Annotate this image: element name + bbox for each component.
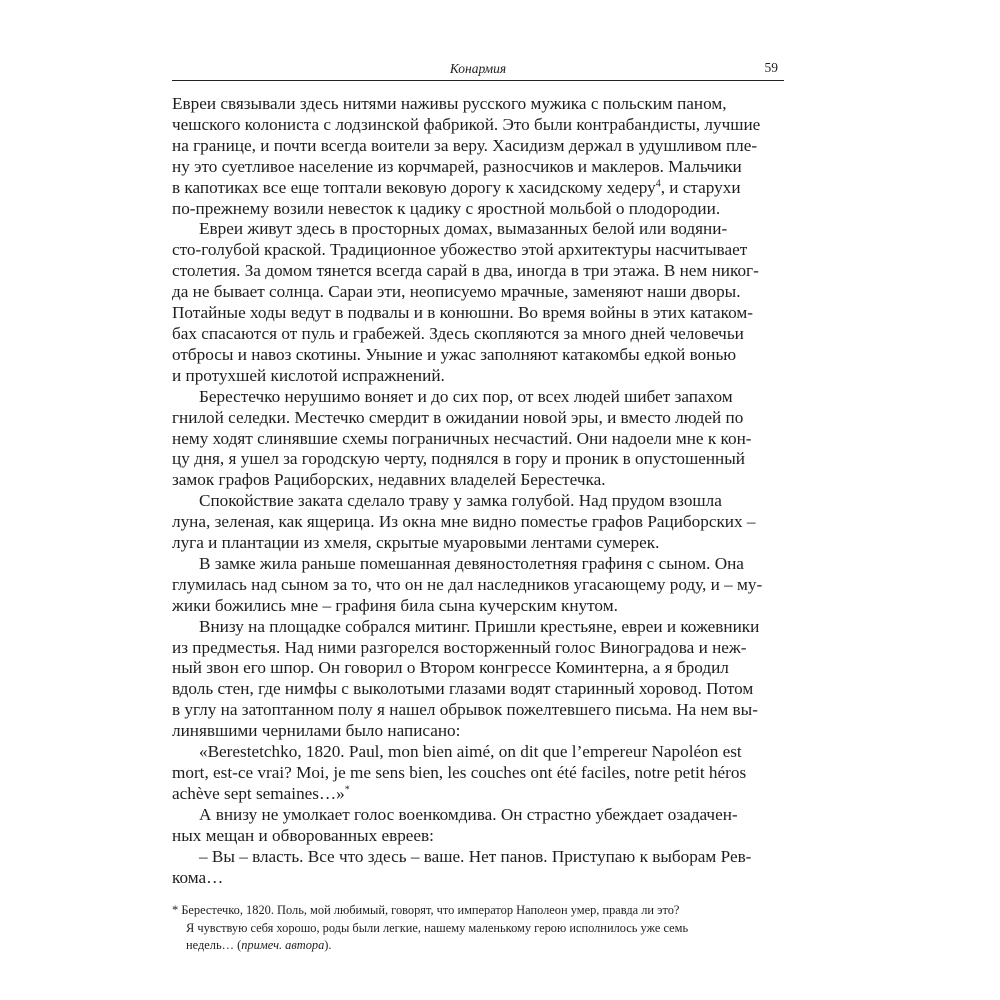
text-line: вдоль стен, где нимфы с выколотыми глазами водят старинный хоровод. Потом: [172, 679, 754, 699]
text-line: В замке жила раньше помешанная девяностолетняя графиня с сыном. Она: [199, 553, 744, 573]
footnote-line-2: Я чувствую себя хорошо, роды были легкие, нашему маленькому герою исполнилось уже семь: [186, 920, 689, 935]
text-line: отбросы и навоз скотины. Уныние и ужас заполняют катакомбы едкой вонью: [172, 344, 737, 364]
text-line: ных мещан и обворованных евреев:: [172, 825, 434, 845]
text-line: – Вы – власть. Все что здесь – ваше. Нет панов. Приступаю к выборам Рев-: [199, 846, 752, 866]
text-line: гнилой селедки. Местечко смердит в ожидании новой эры, и вместо людей по: [172, 407, 744, 427]
text-line: луга и плантации из хмеля, скрытые муаровыми лентами сумерек.: [172, 533, 660, 553]
footnote-ref: 4: [655, 177, 661, 189]
text-line: А внизу не умолкает голос военкомдива. Он страстно убеждает озадачен-: [199, 804, 738, 824]
footnote-line-3: недель… (примеч. автора).: [186, 938, 332, 953]
text-line: глумилась над сыном за то, что он не дал наследников угасающему роду, и – му-: [172, 574, 763, 594]
text-line: в капотиках все еще топтали вековую дорогу к хасидскому хедеру$^4$, и старухи: [172, 177, 741, 197]
footnote-line-1: * Берестечко, 1820. Поль, мой любимый, говорят, что император Наполеон умер, правда ли это?: [172, 903, 680, 918]
text-line: и протухшей кислотой испражнений.: [172, 365, 445, 385]
text-line: столетия. За домом тянется всегда сарай в два, иногда в три этажа. В нем никог-: [172, 261, 759, 281]
text-line: Потайные ходы ведут в подвалы и в конюшни. Во время войны в этих катаком-: [172, 303, 753, 323]
text-line: Внизу на площадке собрался митинг. Пришли крестьяне, евреи и кожевники: [199, 616, 760, 636]
text-line: ный звон его шпор. Он говорил о Втором конгрессе Коминтерна, а я бродил: [172, 658, 729, 678]
footnote-note-author: примеч. автора: [241, 938, 325, 953]
running-header: [172, 58, 784, 81]
text-line: сто-голубой краской. Традиционное убожество этой архитектуры насчитывает: [172, 240, 748, 260]
running-title: Конармия: [449, 61, 507, 76]
text-line: нему ходят слинявшие схемы пограничных несчастий. Они надоели мне к кон-: [172, 428, 752, 448]
text-line: линявшими чернилами было написано:: [172, 721, 461, 741]
text-line: кома…: [172, 867, 224, 887]
text-line: бах спасаются от пуль и грабежей. Здесь скопляются за много дней человечьи: [172, 323, 744, 343]
text-line: цу дня, я ушел за городскую черту, поднялся в гору и проник в опустошенный: [172, 449, 745, 469]
text-line: ну это суетливое население из корчмарей, разносчиков и маклеров. Мальчики: [172, 156, 742, 176]
text-line: на границе, и почти всегда воители за веру. Хасидизм держал в удушливом пле-: [172, 135, 758, 155]
footnote-ref: *: [344, 784, 350, 796]
text-line: Берестечко нерушимо воняет и до сих пор, от всех людей шибет запахом: [199, 386, 733, 406]
text-line: Евреи связывали здесь нитями наживы русского мужика с польским паном,: [172, 94, 727, 113]
text-line: mort, est-ce vrai? Moi, je me sens bien, les couches ont été faciles, notre petit héros: [172, 763, 747, 782]
text-line: по-прежнему возили невесток к цадику с яростной мольбой о плодородии.: [172, 198, 721, 218]
book-page: [172, 58, 784, 955]
text-line: луна, зеленая, как ящерица. Из окна мне видно поместье графов Рациборских –: [172, 512, 756, 532]
footnote-marker: *: [172, 903, 179, 918]
page-number: 59: [764, 60, 778, 75]
text-line: в углу на затоптанном полу я нашел обрывок пожелтевшего письма. На нем вы-: [172, 700, 758, 720]
body-text: [172, 94, 784, 888]
text-line: «Berestetchko, 1820. Paul, mon bien aimé, on dit que l’empereur Napoléon est: [199, 742, 742, 762]
text-line: из предместья. Над ними разгорелся восторженный голос Виноградова и неж-: [172, 637, 747, 657]
text-line: Евреи живут здесь в просторных домах, вымазанных белой или водяни-: [199, 219, 728, 239]
text-line: чешского колониста с лодзинской фабрикой. Это были контрабандисты, лучшие: [172, 114, 761, 134]
text-line: да не бывает солнца. Сараи эти, неописуемо мрачные, заменяют наши дворы.: [172, 282, 741, 302]
text-line: achève sept semaines…»*: [172, 783, 350, 803]
text-line: Спокойствие заката сделало траву у замка голубой. Над прудом взошла: [199, 491, 722, 511]
text-line: жики божились мне – графиня била сына кучерским кнутом.: [172, 595, 618, 615]
footnote: [172, 902, 784, 955]
text-line: замок графов Рациборских, недавних владелей Берестечка.: [172, 470, 606, 490]
